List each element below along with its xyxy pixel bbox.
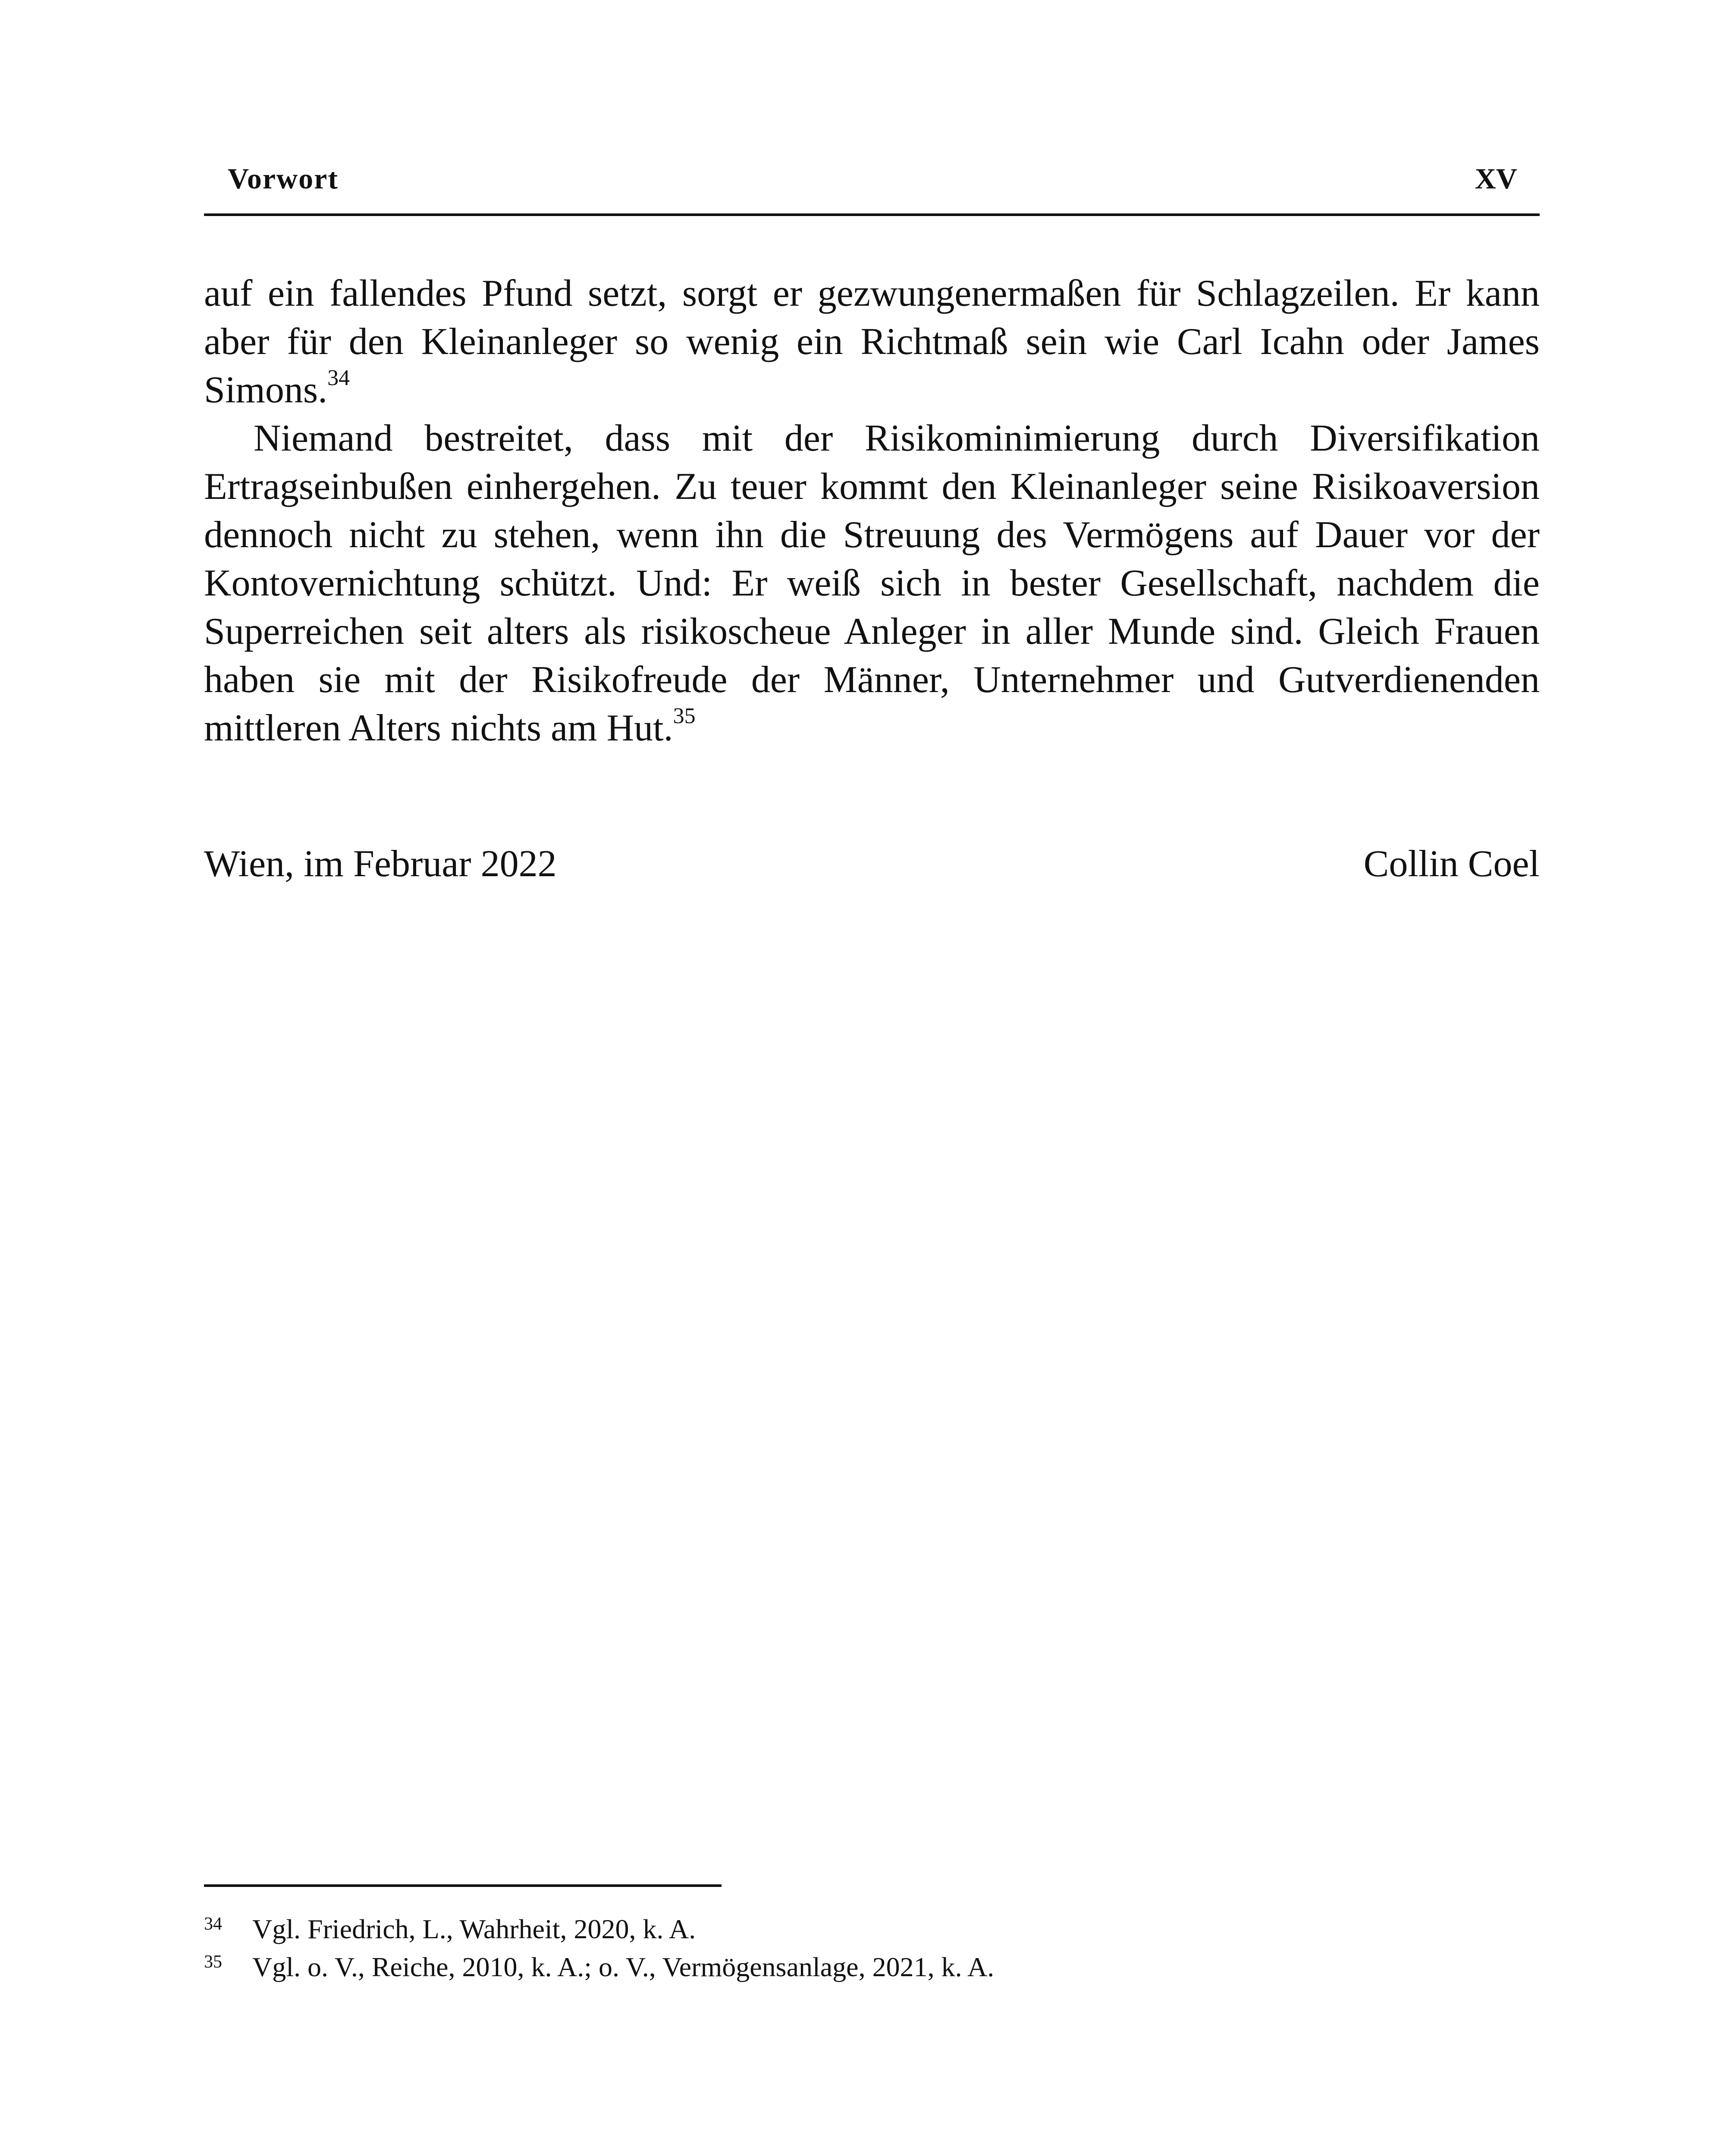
footnote-text: Vgl. Friedrich, L., Wahrheit, 2020, k. A. <box>252 1914 696 1944</box>
footnote-35 <box>204 1948 1540 1986</box>
place-date: Wien, im Februar 2022 <box>204 843 557 885</box>
footnote-ref-34[interactable]: 34 <box>327 365 350 390</box>
footnote-text: Vgl. o. V., Reiche, 2010, k. A.; o. V., Vermögensanlage, 2021, k. A. <box>252 1952 995 1982</box>
footnote-number: 34 <box>204 1914 222 1934</box>
footnote-ref-35[interactable]: 35 <box>673 703 696 728</box>
paragraph-1-text: auf ein fallendes Pfund setzt, sorgt er gezwungenermaßen für Schlagzeilen. Er kann aber für den Kleinanleger so wenig ein Richtmaß sein wie Carl Icahn oder James Simons. <box>204 273 1540 411</box>
running-header <box>204 162 1540 216</box>
footnote-34 <box>204 1910 1540 1948</box>
running-header-title: Vorwort <box>228 162 339 195</box>
page-number: XV <box>1475 162 1517 195</box>
paragraph-1 <box>204 270 1540 414</box>
body-text <box>204 270 1540 752</box>
footnote-number: 35 <box>204 1952 222 1972</box>
footnotes <box>204 1910 1540 1986</box>
footnote-separator <box>204 1884 722 1887</box>
author-name: Collin Coel <box>1363 843 1540 885</box>
paragraph-2 <box>204 414 1540 752</box>
signature-line <box>204 840 1540 892</box>
paragraph-2-text: Niemand bestreitet, dass mit der Risikominimierung durch Diversifikation Ertragseinbußen einhergehen. Zu teuer kommt den Kleinanleger seine Risikoaversion dennoch nicht zu stehen, wenn ihn die Streuung des Vermögens auf Dauer vor der Kontovernichtung schützt. Und: Er weiß sich in bester Gesellschaft, nachdem die Superreichen seit alters als risikoscheue Anleger in aller Munde sind. Gleich Frauen haben sie mit der Risikofreude der Männer, Unternehmer und Gutverdienenden mittleren Alters nichts am Hut. <box>204 417 1540 749</box>
